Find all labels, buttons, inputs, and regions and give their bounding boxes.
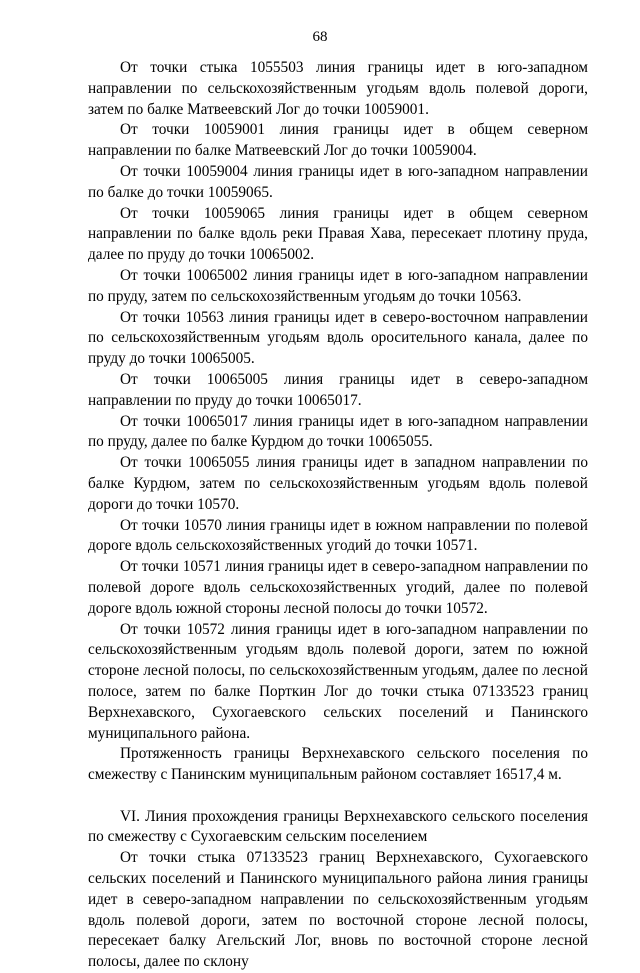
boundary-length-paragraph: Протяженность границы Верхнехавского сельского поселения по смежеству с Панинским муниципальным районом составляет 16517,4 м.	[88, 745, 588, 784]
paragraph: От точки 10065002 линия границы идет в юго-западном направлении по пруду, затем по сельскохозяйственным угодьям до точки 10563.	[88, 266, 588, 305]
paragraph: От точки 10065055 линия границы идет в западном направлении по балке Курдюм, затем по сельскохозяйственным угодьям вдоль полевой дороги до точки 10570.	[88, 454, 588, 513]
paragraph: От точки 10563 линия границы идет в северо-восточном направлении по сельскохозяйственным угодьям вдоль оросительного канала, далее по пруду до точки 10065005.	[88, 308, 588, 368]
paragraph: От точки 10059065 линия границы идет в общем северном направлении по балке вдоль реки Правая Хава, пересекает плотину пруда, далее по пруду до точки 10065002.	[88, 204, 588, 264]
section-heading: VI. Линия прохождения границы Верхнехавского сельского поселения по смежеству с Сухогаевским сельским поселением	[88, 807, 588, 846]
paragraph: От точки 10059004 линия границы идет в юго-западном направлении по балке до точки 10059065.	[88, 162, 588, 201]
paragraph: От точки стыка 07133523 границ Верхнехавского, Сухогаевского сельских поселений и Панинского муниципального района линия границы идет в северо-западном направлении по сельскохозяйственным угодьям вдоль полевой дороги, затем по восточной стороне лесной полосы, пересекает балку Агельский Лог, вновь по восточной стороне лесной полосы, далее по склону	[88, 849, 588, 971]
paragraph: От точки 10571 линия границы идет в северо-западном направлении по полевой дороге вдоль сельскохозяйственных угодий, далее по полевой дороге вдоль южной стороны лесной полосы до точки 10572.	[88, 558, 588, 617]
paragraph: От точки 10065005 линия границы идет в северо-западном направлении по пруду до точки 10065017.	[88, 370, 588, 409]
paragraph: От точки 10572 линия границы идет в юго-западном направлении по сельскохозяйственным угодьям вдоль полевой дороги, затем по южной стороне лесной полосы, по сельскохозяйственным угодьям, далее по лесной полосе, затем по балке Порткин Лог до точки стыка 07133523 границ Верхнехавского, Сухогаевского сельских поселений и Панинского муниципального района.	[88, 620, 588, 742]
paragraph: От точки 10065017 линия границы идет в юго-западном направлении по пруду, далее по балке Курдюм до точки 10065055.	[88, 412, 588, 451]
paragraph: От точки 10570 линия границы идет в южном направлении по полевой дороге вдоль сельскохозяйственных угодий до точки 10571.	[88, 516, 588, 555]
paragraph: От точки 10059001 линия границы идет в общем северном направлении по балке Матвеевский Лог до точки 10059004.	[88, 121, 588, 160]
page-number: 68	[312, 29, 328, 45]
document-body	[88, 58, 588, 973]
paragraph: От точки стыка 1055503 линия границы идет в юго-западном направлении по сельскохозяйственным угодьям вдоль полевой дороги, затем по балке Матвеевский Лог до точки 10059001.	[88, 59, 588, 118]
